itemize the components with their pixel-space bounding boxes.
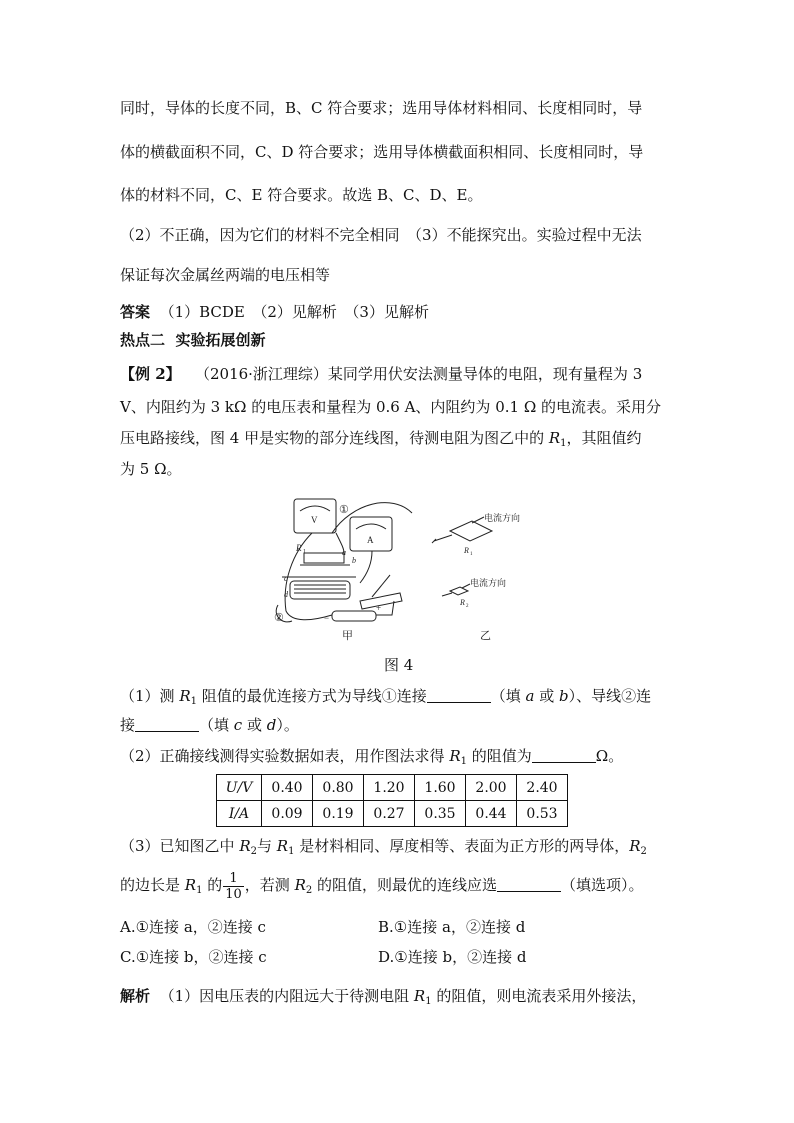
text-line: 体的横截面积不同，C、D 符合要求；选用导体横截面积相同、长度相同时，导 — [120, 143, 644, 161]
text-line: 体的材料不同，C、E 符合要求。故选 B、C、D、E。 — [120, 186, 483, 204]
r1-symbol: R — [548, 429, 561, 447]
answer-label: 答案 — [120, 303, 151, 321]
table-row — [217, 801, 568, 827]
wire2-label: ② — [274, 612, 284, 624]
svg-text:−: − — [324, 613, 330, 623]
circuit-figure — [272, 493, 542, 645]
v-meter-label: V — [311, 515, 318, 525]
section-label: 热点二 — [120, 331, 166, 349]
table-cell: 0.09 — [262, 801, 313, 827]
answer-blank[interactable] — [532, 748, 596, 763]
example-line: 压电路接线，图 4 甲是实物的部分连线图，待测电阻为图乙中的 $R_1$，其阻值约 — [120, 429, 642, 449]
point-b-label: b — [352, 556, 356, 565]
figure-yi-label: 乙 — [480, 630, 491, 642]
rheostat-icon — [290, 581, 350, 599]
question-1-line: 接 （填 c 或 d）。 — [120, 716, 299, 734]
text-line: （2）不正确，因为它们的材料不完全相同 （3）不能探究出。实验过程中无法 — [120, 226, 642, 244]
table-cell: 1.60 — [415, 775, 466, 801]
wire1-label: ① — [339, 504, 349, 516]
svg-text:+: + — [376, 603, 382, 613]
table-header-i: I/A — [217, 801, 262, 827]
r2-plate-icon — [450, 587, 468, 595]
table-cell: 2.40 — [517, 775, 568, 801]
table-cell: 1.20 — [364, 775, 415, 801]
option-c[interactable]: C.①连接 b，②连接 c — [120, 948, 267, 966]
text-line: 保证每次金属丝两端的电压相等 — [120, 266, 331, 284]
data-table — [216, 774, 568, 827]
point-c-label: c — [284, 574, 288, 583]
table-cell: 0.53 — [517, 801, 568, 827]
answer-blank[interactable] — [135, 717, 199, 732]
r1-plate-icon — [450, 521, 492, 541]
option-b[interactable]: B.①连接 a，②连接 d — [378, 918, 526, 936]
svg-text:R: R — [460, 598, 465, 607]
table-row — [217, 775, 568, 801]
example-text: （2016·浙江理综）某同学用伏安法测量导体的电阻，现有量程为 3 — [194, 365, 643, 383]
question-2-line: （2）正确接线测得实验数据如表，用作图法求得 $R_1$ 的阻值为 Ω。 — [120, 747, 624, 767]
question-3-line: （3）已知图乙中 $R_2$与 $R_1$ 是材料相同、厚度相等、表面为正方形的两导体，$R_2$ — [120, 837, 647, 857]
table-cell: 0.35 — [415, 801, 466, 827]
table-cell: 0.44 — [466, 801, 517, 827]
analysis-line: 解析 （1）因电压表的内阻远大于待测电阻 $R_1$ 的阻值，则电流表采用外接法， — [120, 987, 647, 1007]
battery-icon — [332, 611, 376, 621]
svg-text:R: R — [464, 546, 469, 555]
point-d-label: d — [284, 590, 288, 599]
example-line — [120, 364, 642, 384]
section-heading — [120, 330, 265, 350]
example-line: V、内阻约为 3 kΩ 的电压表和量程为 0.6 A、内阻约为 0.1 Ω 的电流表。采用分 — [120, 398, 662, 416]
table-cell: 0.27 — [364, 801, 415, 827]
example-line: 为 5 Ω。 — [120, 460, 182, 478]
question-1-line: （1）测 $R_1$ 阻值的最优连接方式为导线①连接 （填 a 或 b）、导线②连 — [120, 687, 652, 707]
table-header-u: U/V — [217, 775, 262, 801]
option-a[interactable]: A.①连接 a，②连接 c — [120, 918, 266, 936]
figure-jia-label: 甲 — [342, 630, 353, 642]
answer-blank[interactable] — [427, 688, 491, 703]
answer-text: （1）BCDE （2）见解析 （3）见解析 — [159, 303, 429, 321]
answer-blank[interactable] — [497, 877, 561, 892]
answer-line — [120, 302, 429, 322]
text-line: 同时，导体的长度不同，B、C 符合要求；选用导体材料相同、长度相同时，导 — [120, 99, 643, 117]
point-a-label: a — [342, 548, 346, 557]
a-meter-label: A — [367, 535, 374, 545]
table-cell: 0.40 — [262, 775, 313, 801]
current-direction-label: 电流方向 — [484, 513, 521, 523]
analysis-label: 解析 — [120, 987, 151, 1005]
figure-caption: 图 4 — [384, 656, 414, 674]
table-cell: 0.80 — [313, 775, 364, 801]
table-cell: 0.19 — [313, 801, 364, 827]
section-title: 实验拓展创新 — [175, 331, 266, 349]
svg-text:2: 2 — [466, 604, 469, 609]
svg-text:1: 1 — [470, 552, 473, 557]
example-tag: 【例 2】 — [120, 365, 181, 383]
ammeter-icon — [350, 517, 392, 551]
r1-label: R — [296, 543, 302, 553]
svg-text:1: 1 — [303, 549, 306, 555]
current-direction-label: 电流方向 — [470, 578, 507, 588]
question-3-line: 的边长是 $R_1$ 的 $\frac{1}{10}$ ，若测 $R_2$ 的阻值，则最优的连线应选 （填选项）。 — [120, 870, 644, 902]
option-d[interactable]: D.①连接 b，②连接 d — [378, 948, 527, 966]
fraction: $\frac{1}{10}$ — [225, 870, 242, 902]
table-cell: 2.00 — [466, 775, 517, 801]
